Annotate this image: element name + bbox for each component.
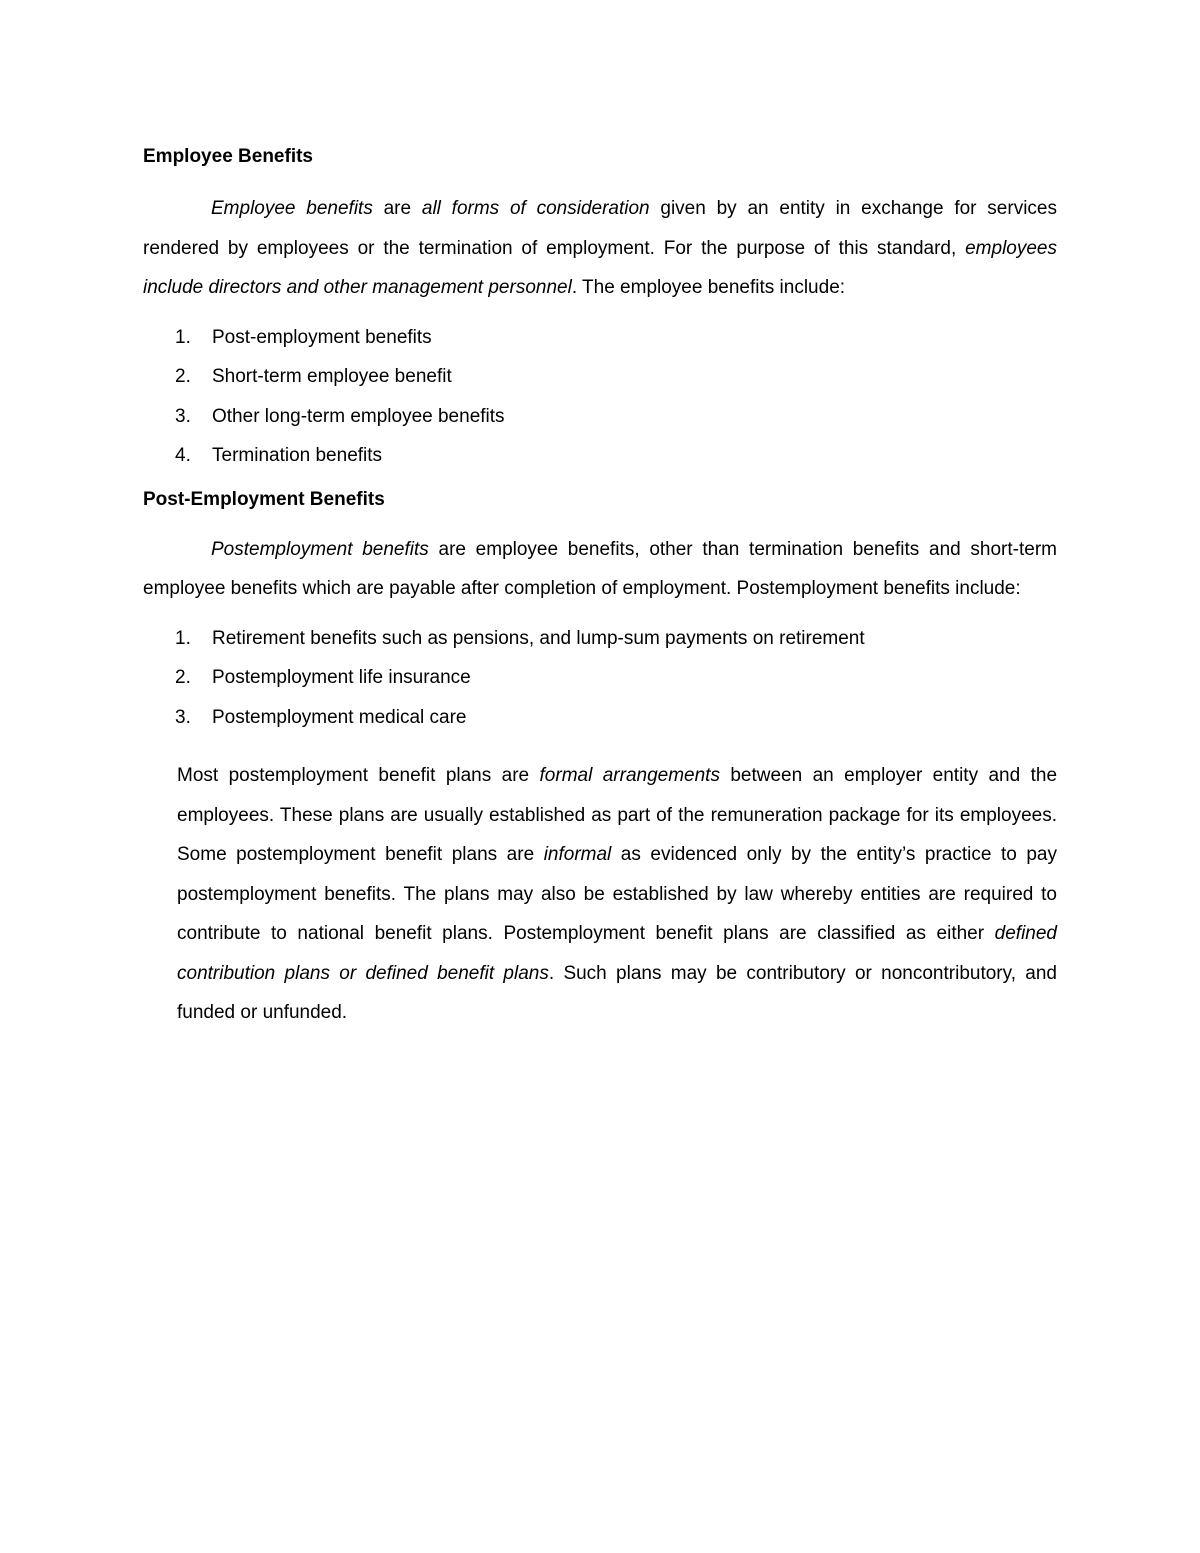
term-employees-include: employees include directors and other management personnel xyxy=(143,237,1057,298)
text-span: . The employee benefits include: xyxy=(571,277,846,298)
term-formal-arrangements: formal arrangements xyxy=(539,765,720,786)
list-item-text: Postemployment life insurance xyxy=(212,667,471,688)
list-number: 4. xyxy=(175,445,191,466)
heading-post-employment-benefits: Post-Employment Benefits xyxy=(143,488,385,510)
term-all-forms-of-consideration: all forms of consideration xyxy=(421,198,650,219)
list-number: 2. xyxy=(175,667,191,688)
heading-employee-benefits: Employee Benefits xyxy=(143,146,313,167)
list-item xyxy=(143,698,1057,738)
postemployment-benefits-list xyxy=(143,619,1057,738)
text-span: are employee benefits, other than termination benefits and short-term employee benefits which are payable after completion of employment. Postemployment benefits include: xyxy=(143,538,1057,599)
list-number: 2. xyxy=(175,366,191,387)
term-informal: informal xyxy=(543,844,612,865)
text-span: . Such plans may be contributory or noncontributory, and funded or unfunded. xyxy=(177,962,1057,1023)
term-employee-benefits: Employee benefits xyxy=(211,198,373,219)
list-item xyxy=(143,619,1057,659)
list-item-text: Other long-term employee benefits xyxy=(212,405,505,427)
list-item-text: Retirement benefits such as pensions, and lump-sum payments on retirement xyxy=(212,627,865,649)
list-item xyxy=(143,397,1057,437)
text-span: given by an entity in exchange for services rendered by employees or the termination of employment. For the purpose of this standard, xyxy=(143,198,1057,259)
list-item xyxy=(143,318,1057,358)
term-postemployment-benefits: Postemployment benefits xyxy=(211,538,429,560)
term-defined-plans: defined contribution plans or defined benefit plans xyxy=(177,923,1057,984)
paragraph-employee-benefits-definition xyxy=(143,189,1057,308)
list-item xyxy=(143,357,1057,397)
text-span: as evidenced only by the entity’s practice to pay postemployment benefits. The plans may also be established by law whereby entities are required to contribute to national benefit plans. Postemployment benefit plans are classified as either xyxy=(177,844,1057,944)
list-number: 3. xyxy=(175,405,191,427)
paragraph-postemployment-plans xyxy=(177,756,1057,1033)
list-item-text: Post-employment benefits xyxy=(212,326,432,348)
list-number: 1. xyxy=(175,326,191,348)
list-item-text: Short-term employee benefit xyxy=(212,366,452,387)
list-item xyxy=(143,658,1057,698)
list-number: 3. xyxy=(175,706,191,728)
text-span: are xyxy=(372,198,422,219)
list-item-text: Termination benefits xyxy=(212,445,383,466)
text-span: Most postemployment benefit plans are xyxy=(177,765,540,786)
paragraph-postemployment-definition xyxy=(143,530,1057,609)
document-body xyxy=(143,145,1057,1052)
list-item xyxy=(143,436,1057,476)
text-span: between an employer entity and the employees. These plans are usually established as part of the remuneration package for its employees. Some postemployment benefit plans are xyxy=(177,765,1058,865)
employee-benefits-list xyxy=(143,318,1057,476)
list-item-text: Postemployment medical care xyxy=(212,706,467,728)
list-number: 1. xyxy=(175,627,191,649)
